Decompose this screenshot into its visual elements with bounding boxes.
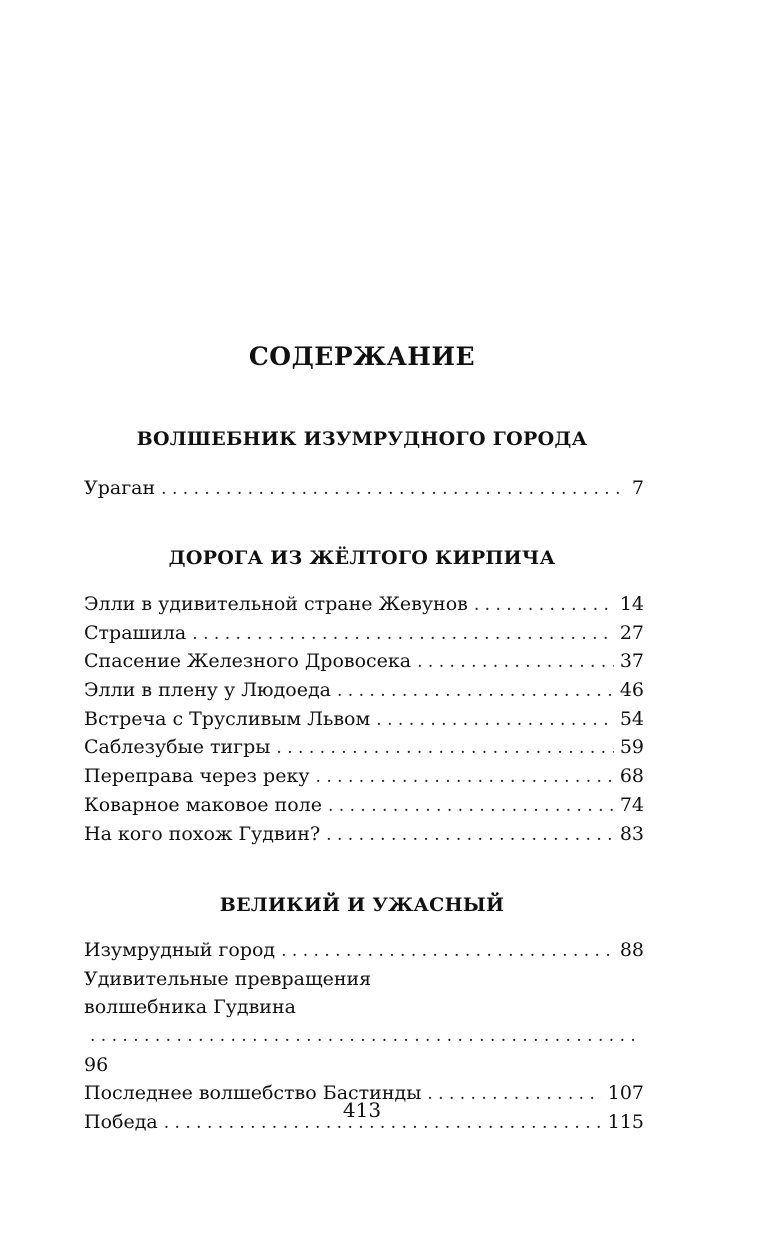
toc-entry-page: 74 — [619, 793, 644, 816]
page-title: СОДЕРЖАНИЕ — [248, 342, 476, 371]
toc-entry-page: 88 — [619, 939, 644, 961]
toc-entry[interactable] — [84, 590, 644, 619]
toc-entry[interactable] — [84, 676, 644, 705]
toc-entry-title: Изумрудный город — [84, 939, 276, 961]
toc-entry-title-line1: Удивительные превращения — [84, 967, 372, 990]
toc-entry-page: 37 — [619, 650, 644, 673]
toc-entry-title: волшебника Гудвина — [84, 996, 296, 1019]
toc-entry[interactable] — [84, 791, 644, 820]
toc-entry-page: 7 — [631, 477, 644, 499]
dot-leader — [417, 648, 614, 677]
dot-leader — [276, 734, 613, 763]
dot-leader — [328, 792, 614, 821]
toc-entry[interactable] — [84, 647, 644, 676]
section-title: ВОЛШЕБНИК ИЗУМРУДНОГО ГОРОДА — [136, 428, 588, 450]
toc-entry-title: Переправа через реку — [84, 765, 310, 788]
toc-entry[interactable] — [84, 820, 644, 849]
toc-entry-title: Встреча с Трусливым Львом — [84, 707, 371, 730]
toc-entry-title: На кого похож Гудвин? — [84, 822, 321, 845]
toc-entry-title: Победа — [84, 1111, 158, 1134]
toc-entry[interactable] — [84, 619, 644, 648]
toc-list — [84, 590, 644, 848]
toc-entry-page: 59 — [619, 736, 644, 759]
dot-leader — [192, 620, 614, 649]
page-number: 413 — [342, 1098, 382, 1122]
toc-entry[interactable] — [84, 762, 644, 791]
section-title: ВЕЛИКИЙ И УЖАСНЫЙ — [219, 894, 505, 916]
toc-entry[interactable] — [84, 936, 644, 965]
toc-entry-page: 107 — [607, 1082, 644, 1105]
toc-entry-title: Элли в плену у Людоеда — [84, 679, 331, 702]
dot-leader — [474, 591, 614, 620]
toc-entry-title: Саблезубые тигры — [84, 736, 271, 759]
toc-entry-page: 27 — [619, 621, 644, 644]
toc-entry-page: 115 — [607, 1111, 644, 1134]
toc-entry-title: Последнее волшебство Бастинды — [84, 1082, 422, 1105]
toc-entry[interactable] — [84, 965, 644, 1080]
dot-leader — [326, 821, 614, 850]
dot-leader — [281, 937, 614, 966]
toc-entry[interactable] — [84, 733, 644, 762]
dot-leader — [337, 677, 614, 706]
toc-entry[interactable] — [84, 474, 644, 503]
dot-leader — [376, 706, 614, 735]
toc-entry-title: Ураган — [84, 477, 156, 499]
toc-list — [84, 474, 644, 503]
toc-entry-title: Элли в удивительной стране Жевунов — [84, 593, 468, 615]
section-title: ДОРОГА ИЗ ЖЁЛТОГО КИРПИЧА — [168, 547, 556, 569]
dot-leader — [161, 475, 626, 504]
toc-entry-title: Страшила — [84, 621, 187, 644]
toc-entry-page: 54 — [619, 707, 644, 730]
toc-entry-page: 96 — [84, 1053, 109, 1076]
toc-entry-title: Спасение Железного Дровосека — [84, 650, 412, 673]
toc-entry[interactable] — [84, 705, 644, 734]
toc-entry-page: 46 — [619, 679, 644, 702]
dot-leader — [90, 1022, 638, 1051]
dot-leader — [316, 763, 614, 792]
toc-entry-page: 83 — [619, 822, 644, 845]
toc-entry-title: Коварное маковое поле — [84, 793, 322, 816]
toc-entry-page: 14 — [619, 593, 644, 615]
toc-entry-page: 68 — [619, 765, 644, 788]
